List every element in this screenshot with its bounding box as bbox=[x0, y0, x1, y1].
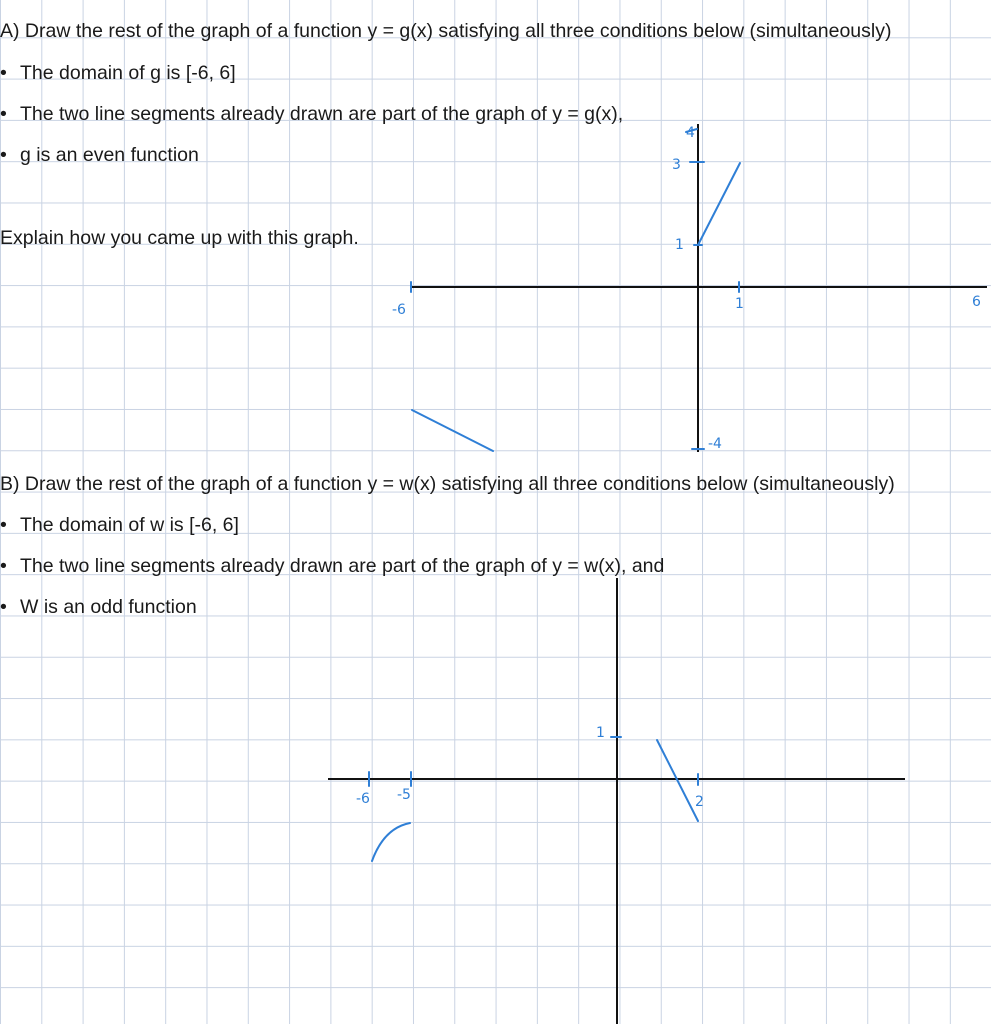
bullet-dot: • bbox=[0, 596, 7, 618]
graph-a-label-y-neg4: -4 bbox=[708, 436, 722, 452]
graph-b-label-x-neg5: -5 bbox=[397, 787, 411, 803]
bullet-dot: • bbox=[0, 514, 7, 536]
graph-a-label-y1: 1 bbox=[675, 237, 684, 253]
graph-b-label-y1: 1 bbox=[596, 725, 605, 741]
bullet-dot: • bbox=[0, 103, 7, 125]
graph-b-label-x-neg6: -6 bbox=[356, 791, 370, 807]
bullet-dot: • bbox=[0, 555, 7, 577]
bullet-dot: • bbox=[0, 62, 7, 84]
graph-a-label-x6: 6 bbox=[972, 294, 981, 310]
part-b-title: B) Draw the rest of the graph of a function y = w(x) satisfying all three conditions below (simultaneously) bbox=[0, 473, 895, 495]
part-b-bullet-1-text: The domain of w is [-6, 6] bbox=[20, 514, 239, 536]
part-a-prompt: Explain how you came up with this graph. bbox=[0, 227, 359, 249]
part-a-bullet-3-text: g is an even function bbox=[20, 144, 199, 166]
graph-b-curve-left bbox=[372, 823, 410, 861]
graph-b-segment-right bbox=[657, 740, 698, 821]
graph-a-label-y4: 4 bbox=[686, 125, 695, 141]
part-a-bullet-1-text: The domain of g is [-6, 6] bbox=[20, 62, 236, 84]
part-a-bullet-2-text: The two line segments already drawn are part of the graph of y = g(x), bbox=[20, 103, 624, 125]
graph-b-label-x2: 2 bbox=[695, 794, 704, 810]
part-b-bullet-3-text: W is an odd function bbox=[20, 596, 197, 618]
graph-a-label-y3: 3 bbox=[672, 157, 681, 173]
graph-a-label-x1: 1 bbox=[735, 296, 744, 312]
bullet-dot: • bbox=[0, 144, 7, 166]
graph-a-label-x-neg6: -6 bbox=[392, 302, 406, 318]
part-a-title: A) Draw the rest of the graph of a function y = g(x) satisfying all three conditions below (simultaneously) bbox=[0, 20, 892, 42]
part-b-bullet-2-text: The two line segments already drawn are part of the graph of y = w(x), and bbox=[20, 555, 665, 577]
